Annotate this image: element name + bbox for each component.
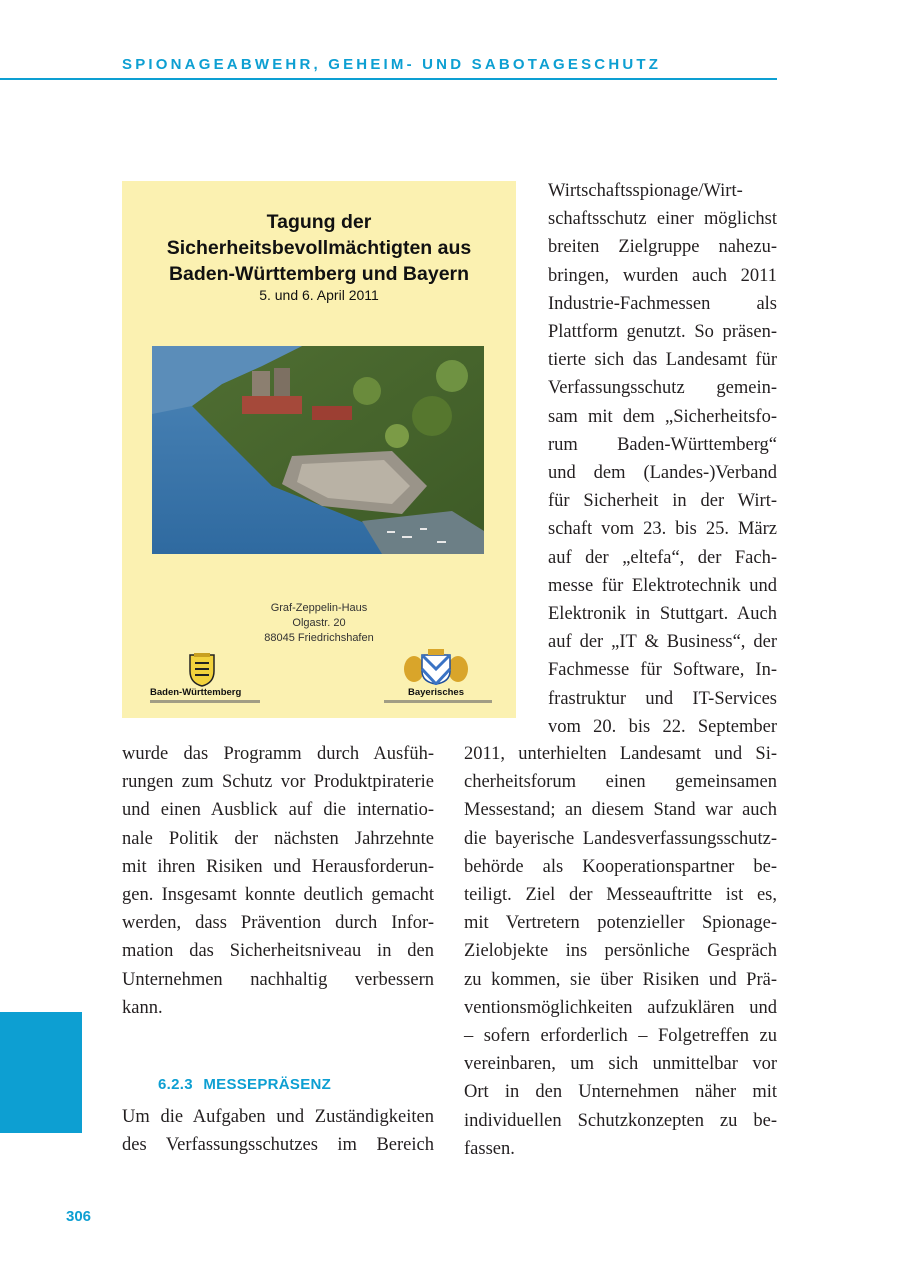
text-line: werden, dass Prävention durch Infor- (122, 913, 434, 934)
aerial-photo (152, 346, 484, 554)
poster-address-line: Graf-Zeppelin-Haus (270, 602, 368, 614)
text-line: bringen, wurden auch 2011 (548, 265, 777, 286)
bavaria-logo-text: Bayerisches (408, 687, 464, 698)
baden-wuerttemberg-coat-of-arms-icon (186, 653, 218, 687)
text-line: Elektronik in Stuttgart. Auch (548, 604, 777, 625)
text-line: ventionsmöglichkeiten aufzuklären und (464, 997, 777, 1018)
logo-subtitle-line (150, 700, 260, 703)
text-line: tierte sich das Landesamt für (548, 350, 777, 371)
text-line: Messestand; an diesem Stand war auch (464, 800, 777, 821)
text-line: vom 20. bis 22. September (548, 716, 777, 737)
text-line: wurde das Programm durch Ausfüh- (122, 744, 434, 764)
baden-wuerttemberg-logo-text: Baden-Württemberg (150, 687, 242, 698)
body-text-left (122, 740, 434, 1022)
text-line: Industrie-Fachmessen als (548, 293, 777, 314)
text-line: zu kommen, sie über Risiken und Prä- (464, 969, 777, 990)
text-line: Zielobjekte ins persönliche Gespräch (464, 941, 777, 962)
text-line: die bayerische Landesverfassungsschutz- (464, 828, 777, 849)
text-line: individuellen Schutzkonzepten zu be- (464, 1110, 777, 1131)
poster-dates: 5. und 6. April 2011 (259, 287, 379, 303)
text-line: schaftsschutz einer möglichst (548, 209, 777, 230)
text-line: sam mit dem „Sicherheitsfo- (548, 406, 777, 427)
text-line: Verfassungsschutz gemein- (548, 378, 777, 399)
text-line: rum Baden-Württemberg“ (548, 434, 777, 455)
text-line: – sofern erforderlich – Folgetreffen zu (464, 1026, 777, 1047)
running-header: SPIONAGEABWEHR, GEHEIM- UND SABOTAGESCHUTZ (122, 56, 662, 73)
text-line: schaft vom 23. bis 25. März (548, 519, 777, 540)
text-line: fassen. (464, 1138, 515, 1159)
text-line: für Sicherheit in der Wirt- (548, 491, 777, 512)
section-title: MESSEPRÄSENZ (203, 1076, 332, 1093)
section-heading (158, 1076, 331, 1093)
text-line: Wirtschaftsspionage/Wirt- (548, 181, 743, 201)
text-line: nale Politik der nächsten Jahrzehnte (122, 828, 434, 849)
event-poster (122, 181, 516, 718)
section-number: 6.2.3 (158, 1076, 193, 1093)
poster-title-line: Sicherheitsbevollmächtigten aus (166, 237, 472, 259)
text-line: Fachmesse für Software, In- (548, 660, 777, 681)
poster-title-line: Tagung der (266, 211, 372, 233)
text-line: des Verfassungsschutzes im Bereich (122, 1135, 434, 1156)
text-line: mation das Sicherheitsniveau in den (122, 941, 434, 962)
text-line: behörde als Kooperationspartner be- (464, 856, 777, 877)
poster-title (122, 209, 516, 287)
text-line: auf der „eltefa“, der Fach- (548, 547, 777, 568)
logo-subtitle-line (384, 700, 492, 703)
text-line: messe für Elektrotechnik und (548, 575, 777, 596)
text-line: teiligt. Ziel der Messeauftritte ist es, (464, 885, 777, 906)
header-rule (0, 78, 777, 80)
text-line: breiten Zielgruppe nahezu- (548, 237, 777, 258)
poster-address (122, 601, 516, 646)
text-line: Unternehmen nachhaltig verbessern (122, 969, 434, 990)
text-line: Plattform genutzt. So präsen- (548, 322, 777, 343)
page-number: 306 (66, 1208, 92, 1225)
text-line: rungen zum Schutz vor Produktpiraterie (122, 772, 434, 793)
body-text-right-bottom (464, 740, 777, 1163)
body-text-right-top (548, 177, 777, 741)
poster-address-line: 88045 Friedrichshafen (264, 632, 374, 644)
chapter-tab-marker (0, 1012, 82, 1133)
text-line: und dem (Landes-)Verband (548, 463, 777, 484)
text-line: Ort in den Unternehmen näher mit (464, 1082, 777, 1103)
text-line: mit ihren Risiken und Herausforderun- (122, 856, 434, 877)
text-line: und einen Ausblick auf die internatio- (122, 800, 434, 821)
poster-title-line: Baden-Württemberg und Bayern (168, 263, 470, 285)
text-line: 2011, unterhielten Landesamt und Si- (464, 744, 777, 764)
text-line: kann. (122, 997, 163, 1018)
body-text-left-bottom (122, 1103, 434, 1159)
text-line: gen. Insgesamt konnte deutlich gemacht (122, 885, 434, 906)
text-line: frastruktur und IT-Services (548, 688, 777, 709)
text-line: Um die Aufgaben und Zuständigkeiten (122, 1107, 434, 1127)
bavaria-coat-of-arms-icon (402, 649, 470, 685)
text-line: cherheitsforum einen gemeinsamen (464, 772, 777, 793)
text-line: vereinbaren, um sich unmittelbar vor (464, 1054, 777, 1075)
text-line: mit Vertretern potenzieller Spionage- (464, 913, 777, 934)
poster-address-line: Olgastr. 20 (292, 617, 346, 629)
text-line: auf der „IT & Business“, der (548, 632, 777, 653)
